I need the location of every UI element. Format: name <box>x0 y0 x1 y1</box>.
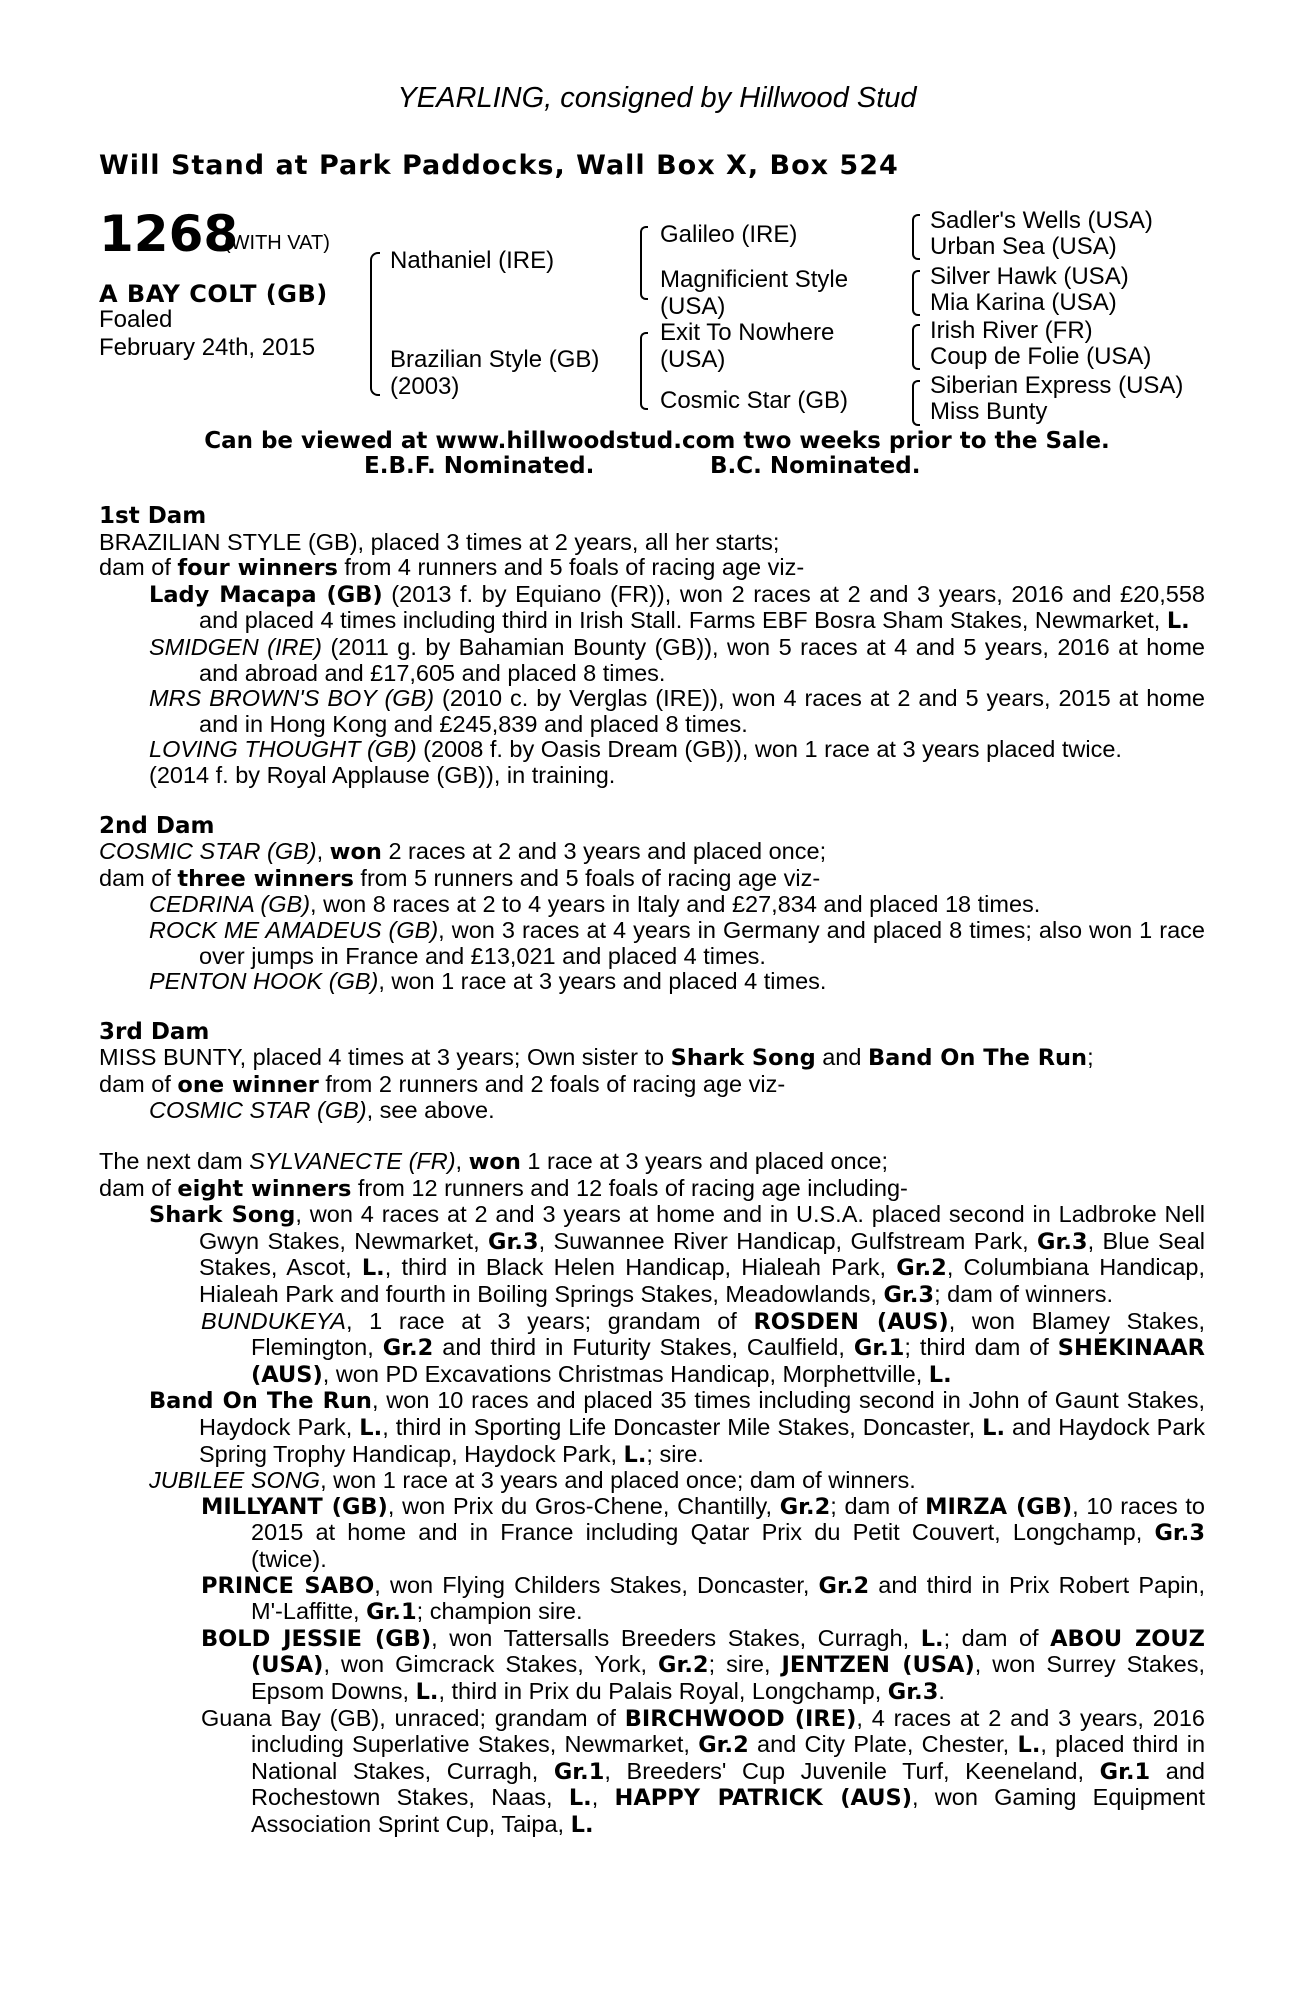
catalogue-body <box>99 504 1205 1839</box>
pedigree-g7: Siberian Express (USA) <box>930 372 1184 399</box>
progeny-entry: PRINCE SABO, won Flying Childers Stakes, Doncaster, Gr.2 and third in Prix Robert Papin, M'-Laffitte, Gr.1; champion sire. <box>201 1571 1205 1626</box>
pedigree-dam-name: Brazilian Style (GB) <box>390 346 600 373</box>
second-dam-line1: COSMIC STAR (GB), won 2 races at 2 and 3 years and placed once; <box>99 838 827 866</box>
third-dam-line1: MISS BUNTY, placed 4 times at 3 years; Own sister to Shark Song and Band On The Run; <box>99 1044 1094 1072</box>
pedigree-dam-year: (2003) <box>390 373 460 400</box>
pedigree-g3: Silver Hawk (USA) <box>930 263 1129 290</box>
next-dam-line1: The next dam SYLVANECTE (FR), won 1 race at 3 years and placed once; <box>99 1148 888 1176</box>
next-dam-line2: dam of eight winners from 12 runners and 12 foals of racing age including- <box>99 1174 908 1202</box>
pedigree-bracket-main <box>370 252 380 396</box>
first-dam-heading: 1st Dam <box>99 503 207 529</box>
first-dam-line2: dam of four winners from 4 runners and 5 foals of racing age viz- <box>99 554 805 582</box>
pedigree-bracket-g2 <box>912 270 920 316</box>
progeny-entry: Lady Macapa (GB) (2013 f. by Equiano (FR)), won 2 races at 2 and 3 years, 2016 and £20,558 and placed 4 times including third in Irish Stall. Farms EBF Bosra Sham Stakes, Newmarket, L. <box>149 580 1205 635</box>
progeny-entry: CEDRINA (GB), won 8 races at 2 to 4 years in Italy and £27,834 and placed 18 times. <box>149 891 1041 918</box>
pedigree-bracket-g4 <box>912 380 920 426</box>
pedigree-sire-dam <box>660 266 848 320</box>
ebf-nominated: E.B.F. Nominated. <box>364 453 595 479</box>
progeny-entry: SMIDGEN (IRE) (2011 g. by Bahamian Bounty (GB)), won 5 races at 4 and 5 years, 2016 at home and abroad and £17,605 and placed 8 times. <box>149 633 1205 686</box>
second-dam-line2: dam of three winners from 5 runners and 5 foals of racing age viz- <box>99 864 821 892</box>
vat-label: (WITH VAT) <box>224 232 330 254</box>
progeny-entry: MILLYANT (GB), won Prix du Gros-Chene, Chantilly, Gr.2; dam of MIRZA (GB), 10 races to 2015 at home and in France including Qatar Prix du Petit Couvert, Longchamp, Gr.3 (twice). <box>201 1492 1205 1572</box>
pedigree-sire-dam-name: Magnificient Style <box>660 266 849 293</box>
pedigree-g1: Sadler's Wells (USA) <box>930 207 1153 234</box>
progeny-entry: COSMIC STAR (GB), see above. <box>149 1097 495 1124</box>
foaled-date: February 24th, 2015 <box>99 334 316 361</box>
stand-location: Will Stand at Park Paddocks, Wall Box X, Box 524 <box>99 150 899 181</box>
third-dam-heading: 3rd Dam <box>99 1018 210 1045</box>
progeny-entry: MRS BROWN'S BOY (GB) (2010 c. by Verglas (IRE)), won 4 races at 2 and 5 years, 2015 at home and in Hong Kong and £245,839 and placed 8 times. <box>149 685 1205 737</box>
progeny-entry: Band On The Run, won 10 races and placed 35 times including second in John of Gaunt Stakes, Haydock Park, L., third in Sporting Life Doncaster Mile Stakes, Doncaster, L. and Haydock Park Spring Trophy Handicap, Haydock Park, L.; sire. <box>149 1387 1206 1468</box>
progeny-entry: PENTON HOOK (GB), won 1 race at 3 years and placed 4 times. <box>149 968 827 995</box>
pedigree-dam-sire-country: (USA) <box>660 346 726 373</box>
pedigree-dam-sire <box>660 319 834 373</box>
progeny-entry: BUNDUKEYA, 1 race at 3 years; grandam of ROSDEN (AUS), won Blamey Stakes, Flemington, Gr.2 and third in Futurity Stakes, Caulfield, Gr.1; third dam of SHEKINAAR (AUS), won PD Excavations Christmas Handicap, Morphettville, L. <box>201 1307 1205 1388</box>
progeny-entry: (2014 f. by Royal Applause (GB)), in training. <box>149 761 616 788</box>
consignor-line: YEARLING, consigned by Hillwood Stud <box>397 82 917 114</box>
pedigree-sire-sire: Galileo (IRE) <box>660 221 798 248</box>
pedigree-g4: Mia Karina (USA) <box>930 289 1117 316</box>
third-dam-line2: dam of one winner from 2 runners and 2 foals of racing age viz- <box>99 1070 786 1098</box>
lot-number: 1268 <box>99 205 239 263</box>
first-dam-line1: BRAZILIAN STYLE (GB), placed 3 times at 2 years, all her starts; <box>99 528 780 555</box>
pedigree-bracket-sire <box>640 226 648 300</box>
pedigree-g6: Coup de Folie (USA) <box>930 343 1152 370</box>
bc-nominated: B.C. Nominated. <box>710 453 921 479</box>
pedigree-dam-sire-name: Exit To Nowhere <box>660 319 835 346</box>
pedigree-bracket-g3 <box>912 324 920 370</box>
viewing-note: Can be viewed at www.hillwoodstud.com two weeks prior to the Sale. <box>204 428 1110 454</box>
pedigree-sire: Nathaniel (IRE) <box>390 247 555 274</box>
progeny-entry: LOVING THOUGHT (GB) (2008 f. by Oasis Dream (GB)), won 1 race at 3 years placed twice. <box>149 736 1122 763</box>
pedigree-bracket-dam <box>640 332 648 410</box>
pedigree-dam <box>390 346 599 400</box>
pedigree-g8: Miss Bunty <box>930 398 1048 425</box>
progeny-entry: JUBILEE SONG, won 1 race at 3 years and placed once; dam of winners. <box>149 1467 916 1494</box>
progeny-entry: ROCK ME AMADEUS (GB), won 3 races at 4 years in Germany and placed 8 times; also won 1 race over jumps in France and £13,021 and placed 4 times. <box>149 916 1205 969</box>
pedigree-bracket-g1 <box>912 214 920 260</box>
second-dam-heading: 2nd Dam <box>99 812 215 839</box>
pedigree-sire-dam-country: (USA) <box>660 293 726 320</box>
progeny-entry: Shark Song, won 4 races at 2 and 3 years at home and in U.S.A. placed second in Ladbroke Nell Gwyn Stakes, Newmarket, Gr.3, Suwannee River Handicap, Gulfstream Park, Gr.3, Blue Seal Stakes, Ascot, L., third in Black Helen Handicap, Hialeah Park, Gr.2, Columbiana Handicap, Hialeah Park and fourth in Boiling Springs Stakes, Meadowlands, Gr.3; dam of winners. <box>149 1201 1206 1309</box>
foaled-label: Foaled <box>99 306 173 333</box>
lot-description: A BAY COLT (GB) <box>99 280 328 308</box>
pedigree-g5: Irish River (FR) <box>930 317 1093 344</box>
pedigree-dam-dam: Cosmic Star (GB) <box>660 387 849 414</box>
foaled-info <box>99 306 315 362</box>
progeny-entry: Guana Bay (GB), unraced; grandam of BIRCHWOOD (IRE), 4 races at 2 and 3 years, 2016 including Superlative Stakes, Newmarket, Gr.2 and City Plate, Chester, L., placed third in National Stakes, Curragh, Gr.1, Breeders' Cup Juvenile Turf, Keeneland, Gr.1 and Rochestown Stakes, Naas, L., HAPPY PATRICK (AUS), won Gaming Equipment Association Sprint Cup, Taipa, L. <box>201 1704 1206 1838</box>
progeny-entry: BOLD JESSIE (GB), won Tattersalls Breeders Stakes, Curragh, L.; dam of ABOU ZOUZ (USA), won Gimcrack Stakes, York, Gr.2; sire, JENTZEN (USA), won Surrey Stakes, Epsom Downs, L., third in Prix du Palais Royal, Longchamp, Gr.3. <box>201 1624 1205 1705</box>
pedigree-g2: Urban Sea (USA) <box>930 233 1117 260</box>
